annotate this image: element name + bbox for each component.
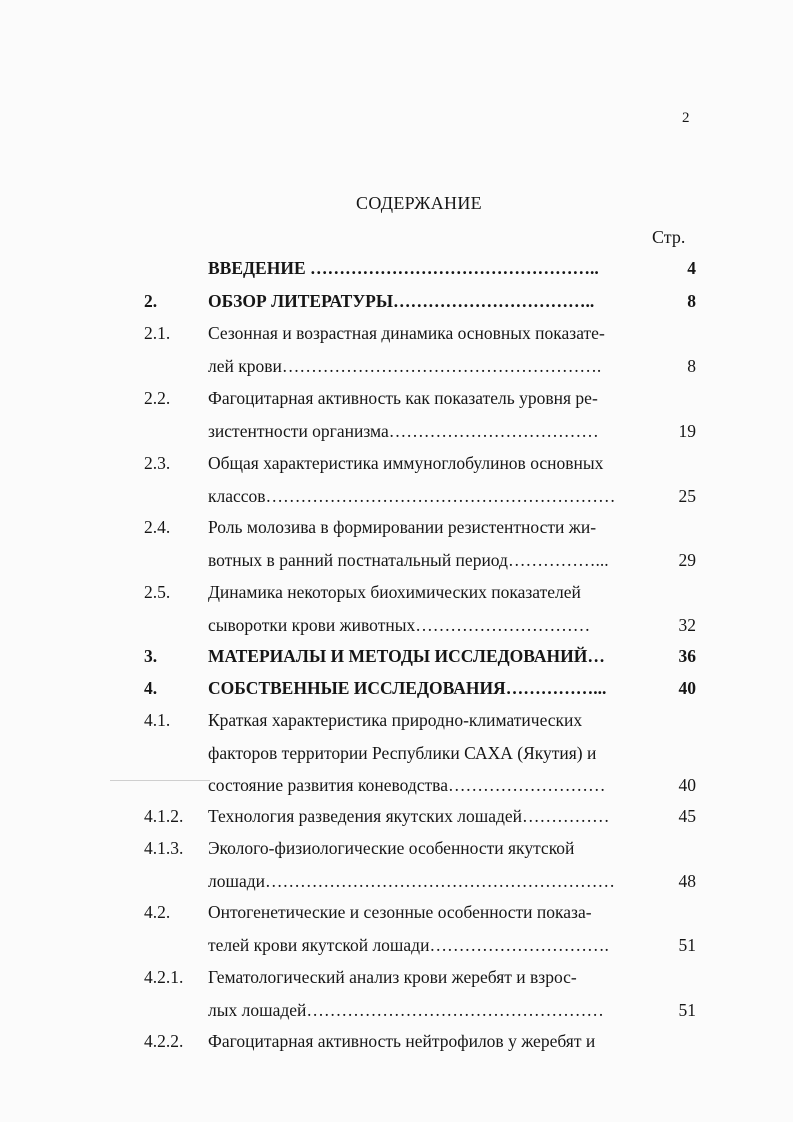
toc-entry-title <box>208 576 638 641</box>
toc-entry-page: 29 <box>678 549 696 570</box>
toc-entry-line: Онтогенетические и сезонные особенности показа- <box>208 902 592 922</box>
toc-entry-page: 25 <box>678 485 696 506</box>
toc-entry-page: 8 <box>687 355 696 376</box>
toc-entry-page: 40 <box>678 678 696 698</box>
toc-entry-title <box>208 382 638 447</box>
toc-entry-title <box>208 285 638 318</box>
toc-entry-number: 4.1. <box>144 710 171 730</box>
toc-entry-title <box>208 317 638 382</box>
toc-entry-number: 4.1.2. <box>144 806 184 826</box>
toc-entry-title <box>208 447 638 512</box>
toc-entry-page: 48 <box>678 870 696 891</box>
page-column-header: Стр. <box>652 227 686 247</box>
toc-entry-title <box>208 896 638 961</box>
toc-entry-line: вотных в ранний постнатальный период……………... <box>208 549 609 570</box>
toc-entry-line: Фагоцитарная активность как показатель уровня ре- <box>208 388 598 408</box>
toc-entry-number: 4.2.2. <box>144 1031 184 1051</box>
toc-entry-page: 45 <box>678 806 696 826</box>
page-title: СОДЕРЖАНИЕ <box>356 193 482 213</box>
toc-entry-line: Динамика некоторых биохимических показателей <box>208 582 581 602</box>
toc-entry-page: 19 <box>678 420 696 441</box>
toc-entry-line: лей крови………………………………………………. <box>208 355 602 376</box>
toc-entry-page: 51 <box>678 999 696 1020</box>
toc-entry-number: 4. <box>144 678 158 698</box>
toc-entry-line: Фагоцитарная активность нейтрофилов у жеребят и <box>208 1031 596 1051</box>
toc-entry-line: телей крови якутской лошади…………………………. <box>208 934 609 955</box>
toc-entry-number: 2.2. <box>144 388 171 408</box>
toc-entry-number: 4.2.1. <box>144 967 184 987</box>
toc-entry-line: Сезонная и возрастная динамика основных показате- <box>208 323 605 343</box>
toc-entry-title <box>208 800 638 833</box>
toc-entry-page: 32 <box>678 614 696 635</box>
toc-entry-number: 2.5. <box>144 582 171 602</box>
toc-entry-title <box>208 640 638 673</box>
toc-entry-title <box>208 704 638 802</box>
toc-entry-title <box>208 1025 638 1058</box>
toc-entry-number: 3. <box>144 646 158 666</box>
toc-entry-title <box>208 511 638 576</box>
toc-entry-number: 2.1. <box>144 323 171 343</box>
toc-entry-line: Гематологический анализ крови жеребят и взрос- <box>208 967 577 987</box>
toc-entry-line: зистентности организма……………………………… <box>208 420 599 441</box>
page-number: 2 <box>682 110 690 126</box>
toc-entry-line: Общая характеристика иммуноглобулинов основных <box>208 453 604 473</box>
toc-entry-page: 36 <box>678 646 696 666</box>
toc-entry-line: Технология разведения якутских лошадей…………… <box>208 806 610 826</box>
toc-entry-line: Эколого-физиологические особенности якутской <box>208 838 575 858</box>
toc-entry-page: 40 <box>678 775 696 795</box>
toc-entry-number: 2.3. <box>144 453 171 473</box>
toc-entry-title <box>208 672 638 705</box>
toc-entry-line: сыворотки крови животных………………………… <box>208 614 591 635</box>
toc-entry-line: МАТЕРИАЛЫ И МЕТОДЫ ИССЛЕДОВАНИЙ… <box>208 646 605 666</box>
toc-entry-line: Роль молозива в формировании резистентности жи- <box>208 517 597 537</box>
toc-entry-page: 51 <box>678 934 696 955</box>
toc-entry-line: ОБЗОР ЛИТЕРАТУРЫ…………………………….. <box>208 291 595 311</box>
toc-entry-number: 2. <box>144 291 158 311</box>
toc-entry-title <box>208 252 638 285</box>
toc-entry-line: факторов территории Республики САХА (Якутия) и <box>208 742 597 763</box>
toc-entry-line: состояние развития коневодства……………………… <box>208 775 606 795</box>
toc-entry-line: СОБСТВЕННЫЕ ИССЛЕДОВАНИЯ……………... <box>208 678 607 698</box>
toc-entry-title <box>208 961 638 1026</box>
scan-artifact-line <box>110 780 210 781</box>
toc-entry-line: лошади…………………………………………………… <box>208 870 615 891</box>
toc-entry-page: 8 <box>687 291 696 311</box>
toc-entry-line: Краткая характеристика природно-климатических <box>208 710 583 730</box>
toc-entry-line: ВВЕДЕНИЕ ………………………………………….. <box>208 258 599 278</box>
toc-entry-line: лых лошадей…………………………………………… <box>208 999 604 1020</box>
toc-entry-number: 4.1.3. <box>144 838 184 858</box>
toc-entry-page: 4 <box>687 258 696 278</box>
toc-entry-title <box>208 832 638 897</box>
toc-entry-number: 2.4. <box>144 517 171 537</box>
toc-entry-line: классов…………………………………………………… <box>208 485 616 506</box>
toc-entry-number: 4.2. <box>144 902 171 922</box>
